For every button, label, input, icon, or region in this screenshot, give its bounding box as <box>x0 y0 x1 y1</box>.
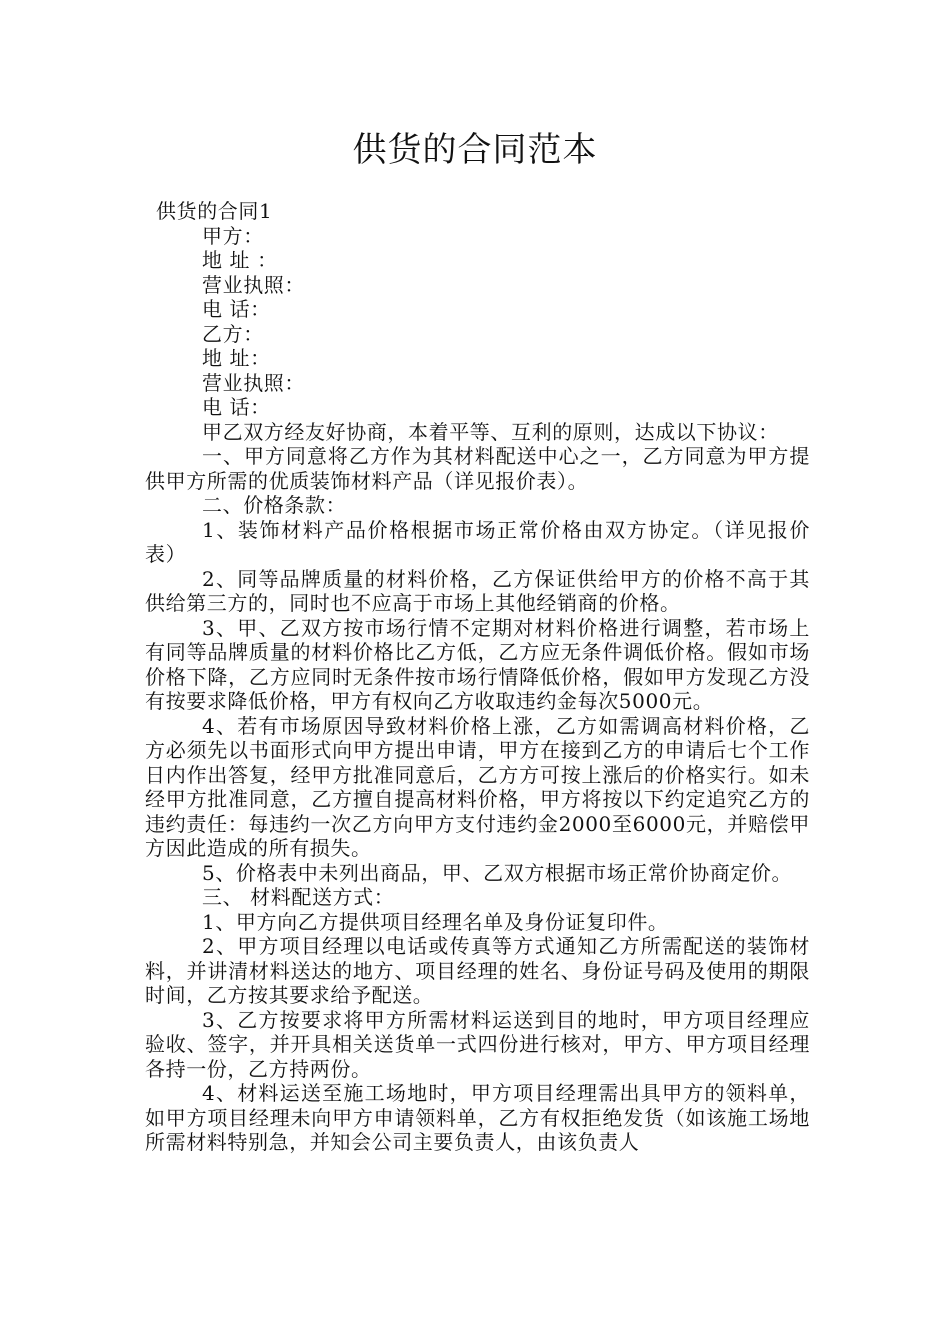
price-clause-2: 2、同等品牌质量的材料价格，乙方保证供给甲方的价格不高于其供给第三方的，同时也不应高于市场上其他经销商的价格。 <box>145 566 810 615</box>
delivery-clause-3: 3、乙方按要求将甲方所需材料运送到目的地时，甲方项目经理应验收、签字，并开具相关送货单一式四份进行核对，甲方、甲方项目经理各持一份，乙方持两份。 <box>145 1007 810 1081</box>
price-clause-4: 4、若有市场原因导致材料价格上涨，乙方如需调高材料价格，乙方必须先以书面形式向甲方提出申请，甲方在接到乙方的申请后七个工作日内作出答复，经甲方批准同意后，乙方方可按上涨后的价格实行。如未经甲方批准同意，乙方擅自提高材料价格，甲方将按以下约定追究乙方的违约责任：每违约一次乙方向甲方支付违约金2000至6000元，并赔偿甲方因此造成的所有损失。 <box>145 713 810 860</box>
delivery-clause-2: 2、甲方项目经理以电话或传真等方式通知乙方所需配送的装饰材料，并讲清材料送达的地方、项目经理的姓名、身份证号码及使用的期限时间，乙方按其要求给予配送。 <box>145 934 810 1007</box>
price-clause-3: 3、甲、乙双方按市场行情不定期对材料价格进行调整，若市场上有同等品牌质量的材料价格比乙方低，乙方应无条件调低价格。假如市场价格下降，乙方应同时无条件按市场行情降低价格，假如甲方发现乙方没有按要求降低价格，甲方有权向乙方收取违约金每次5000元。 <box>145 615 810 713</box>
price-clause-5: 5、价格表中未列出商品，甲、乙双方根据市场正常价协商定价。 <box>202 860 793 885</box>
price-clause-1: 1、装饰材料产品价格根据市场正常价格由双方协定。（详见报价表） <box>145 517 810 566</box>
contract-subtitle: 供货的合同1 <box>156 199 273 223</box>
party-a-phone-label: 电 话： <box>202 297 271 321</box>
party-b-license-label: 营业执照： <box>202 370 305 395</box>
document-title: 供货的合同范本 <box>352 130 598 170</box>
delivery-clause-4: 4、材料运送至施工场地时，甲方项目经理需出具甲方的领料单，如甲方项目经理未向甲方申请领料单，乙方有权拒绝发货（如该施工场地所需材料特别急，并知会公司主要负责人，由该负责人 <box>145 1081 810 1154</box>
party-a-label: 甲方： <box>202 223 264 248</box>
section-heading-delivery: 三、 材料配送方式： <box>202 885 395 909</box>
section-heading-price: 二、价格条款： <box>202 493 347 517</box>
party-a-address-label: 地 址 ： <box>202 248 278 272</box>
intro-paragraph: 甲乙双方经友好协商，本着平等、互利的原则，达成以下协议： <box>202 419 779 444</box>
clause-1-paragraph: 一、甲方同意将乙方作为其材料配送中心之一，乙方同意为甲方提供甲方所需的优质装饰材料产品（详见报价表）。 <box>145 444 810 493</box>
party-b-phone-label: 电 话： <box>202 395 271 419</box>
document-body <box>145 199 810 1155</box>
party-a-license-label: 营业执照： <box>202 272 305 297</box>
party-b-label: 乙方： <box>202 321 264 346</box>
delivery-clause-1: 1、甲方向乙方提供项目经理名单及身份证复印件。 <box>202 909 669 934</box>
party-b-address-label: 地 址： <box>202 346 271 370</box>
